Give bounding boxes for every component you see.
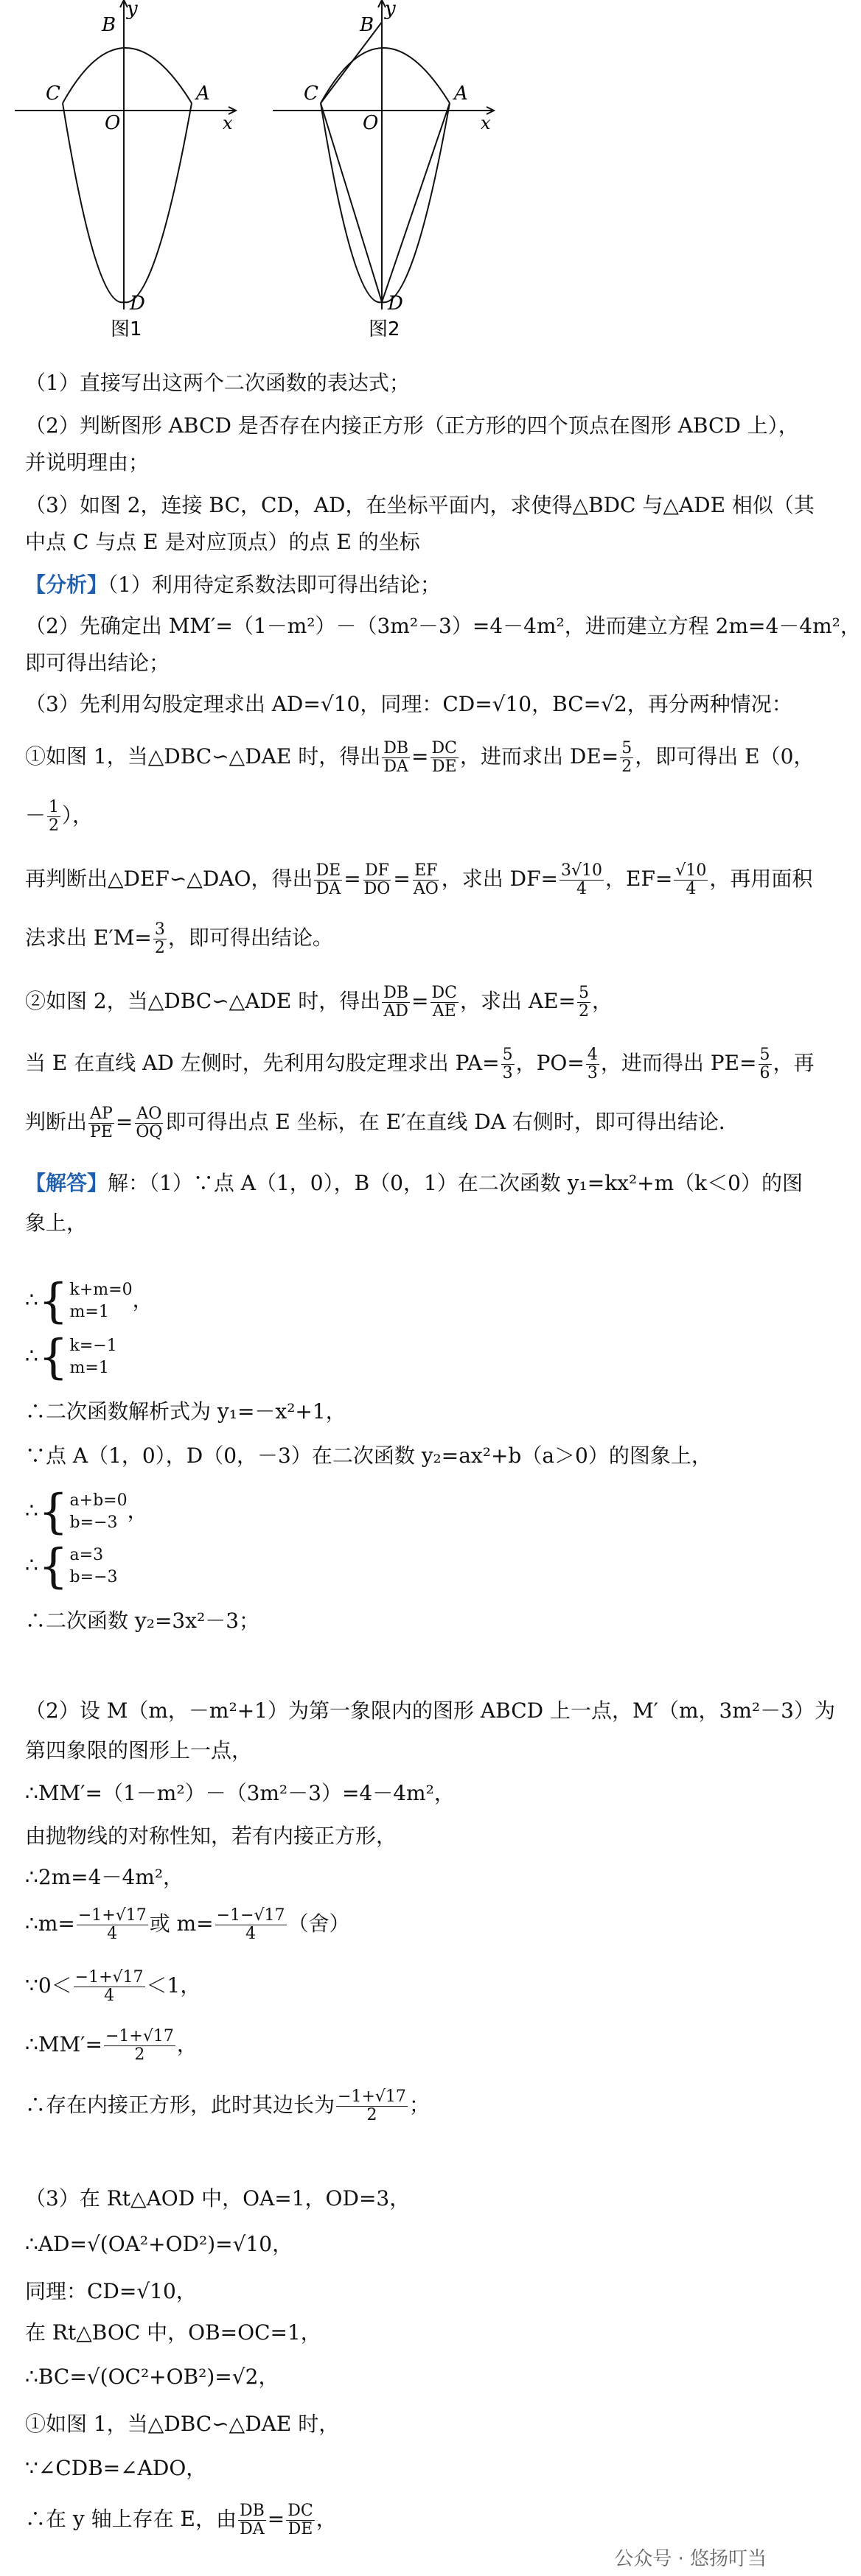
label-b: B	[102, 14, 116, 36]
label-d: D	[130, 293, 145, 315]
part2-4: 由抛物线的对称性知，若有内接正方形，	[25, 1824, 397, 1848]
label-b-2: B	[360, 14, 374, 36]
label-a: A	[196, 83, 210, 105]
part3-ad: ∴AD=√(OA²+OD²)=√10，	[25, 2232, 293, 2256]
label-o-2: O	[363, 112, 379, 134]
label-c-2: C	[304, 83, 318, 105]
analysis-2: （2）先确定出 MM′=（1－m²）－（3m²－3）=4－4m²，进而建立方程 2m=4－4m²，	[25, 614, 861, 638]
part2-5: ∴2m=4－4m²，	[25, 1865, 184, 1889]
question-2-cont: 并说明理由；	[25, 450, 150, 475]
label-x: x	[223, 113, 233, 133]
analysis-2-cont: 即可得出结论；	[25, 651, 170, 675]
part2-2: 第四象限的图形上一点，	[25, 1738, 253, 1763]
question-1: （1）直接写出这两个二次函数的表达式；	[25, 371, 410, 395]
answer-1-cont: 象上，	[25, 1211, 88, 1235]
analysis-1: 【分析】（1）利用待定系数法即可得出结论；	[25, 573, 441, 597]
part2-3: ∴MM′=（1－m²）－（3m²－3）=4－4m²，	[25, 1781, 455, 1805]
question-3: （3）如图 2，连接 BC，CD，AD，在坐标平面内，求使得△BDC 与△ADE 相似（其	[25, 493, 815, 517]
label-c: C	[46, 83, 60, 105]
analysis-left: 当 E 在直线 AD 左侧时，先利用勾股定理求出 PA= $\frac{5}{3}$ ，PO= $\frac{4}{3}$ ，进而得出 PE= $\frac{5}{6}$ ，再	[25, 1046, 815, 1082]
label-x-2: x	[481, 113, 491, 133]
answer-points: ∵点 A（1，0），D（0，－3）在二次函数 y₂=ax²+b（a＞0）的图象上，	[25, 1443, 712, 1468]
system-3: ∴ { a+b=0 b=−3 ，	[25, 1485, 148, 1539]
label-y: y	[127, 0, 138, 20]
analysis-case1: ①如图 1，当△DBC∽△DAE 时，得出 $\frac{DB}{DA}$ = $\frac{DC}{DE}$ ，进而求出 DE= $\frac{5}{2}$ ，即可得出 E（0，	[25, 739, 815, 776]
question-3-cont: 中点 C 与点 E 是对应顶点）的点 E 的坐标	[25, 530, 420, 554]
watermark: 公众号 · 悠扬叮当	[614, 2548, 767, 2570]
part3-case1: ①如图 1，当△DBC∽△DAE 时，	[25, 2412, 340, 2436]
analysis-3: （3）先利用勾股定理求出 AD=√10，同理：CD=√10，BC=√2，再分两种情况：	[25, 692, 792, 716]
answer-y1: ∴二次函数解析式为 y₁=－x²+1，	[25, 1399, 346, 1424]
part3-bc: ∴BC=√(OC²+OB²)=√2，	[25, 2365, 279, 2389]
system-4: ∴ { a=3 b=−3	[25, 1539, 118, 1594]
analysis-em: 法求出 E′M= $\frac{3}{2}$ ，即可得出结论。	[25, 920, 333, 957]
analysis-def: 再判断出△DEF∽△DAO，得出 $\frac{DE}{DA}$ = $\frac{DF}{DO}$ = $\frac{EF}{AO}$ ，求出 DF= $\frac{3√10}{4}$ ，EF= $\frac{√10}{4}$ ，再用面积	[25, 861, 813, 898]
figure-2	[273, 0, 516, 354]
part3-e: ∴在 y 轴上存在 E，由 $\frac{DB}{DA}$ = $\frac{DC}{DE}$ ，	[25, 2502, 337, 2538]
part2-mm: ∴MM′= $\frac{-1+√17}{2}$ ，	[25, 2027, 198, 2064]
analysis-tag: 【分析】	[25, 573, 108, 597]
part3-1: （3）在 Rt△AOD 中，OA=1，OD=3，	[25, 2186, 411, 2211]
part3-rt: 在 Rt△BOC 中，OB=OC=1，	[25, 2320, 321, 2345]
part2-m: ∴m= $\frac{-1+√17}{4}$ 或 m= $\frac{-1-√17}{4}$ （舍）	[25, 1906, 350, 1943]
part2-range: ∵0＜ $\frac{-1+√17}{4}$ ＜1，	[25, 1968, 201, 2005]
answer-tag: 【解答】	[25, 1171, 108, 1195]
system-2: ∴ { k=−1 m=1	[25, 1330, 117, 1385]
label-o: O	[105, 112, 121, 134]
part2-conclusion: ∴存在内接正方形，此时其边长为 $\frac{-1+√17}{2}$ ；	[25, 2087, 430, 2124]
part3-cd: 同理：CD=√10，	[25, 2279, 197, 2303]
label-y-2: y	[385, 0, 396, 20]
question-2: （2）判断图形 ABCD 是否存在内接正方形（正方形的四个顶点在图形 ABCD 上），	[25, 413, 799, 438]
figure-1	[15, 0, 251, 354]
analysis-case2: ②如图 2，当△DBC∽△ADE 时，得出 $\frac{DB}{AD}$ = $\frac{DC}{AE}$ ，求出 AE= $\frac{5}{2}$ ，	[25, 984, 613, 1021]
system-1: ∴ { k+m=0 m=1 ，	[25, 1274, 153, 1329]
figure-1-caption: 图1	[111, 318, 142, 340]
label-d-2: D	[388, 293, 403, 315]
label-a-2: A	[454, 83, 468, 105]
analysis-judge: 判断出 $\frac{AP}{PE}$ = $\frac{AO}{OQ}$ 即可得出点 E 坐标，在 E′在直线 DA 右侧时，即可得出结论．	[25, 1105, 739, 1141]
part2-1: （2）设 M（m，－m²+1）为第一象限内的图形 ABCD 上一点，M′（m，3m²－3）为	[25, 1698, 835, 1723]
part3-angle: ∵∠CDB=∠ADO，	[25, 2456, 207, 2480]
figure-2-caption: 图2	[369, 318, 400, 340]
answer-1: 【解答】解：（1）∵点 A（1，0），B（0，1）在二次函数 y₁=kx²+m（k＜0）的图	[25, 1171, 803, 1195]
answer-y2: ∴二次函数 y₂=3x²－3；	[25, 1609, 260, 1633]
analysis-case1-coord: － $\frac{1}{2}$ ），	[25, 798, 94, 835]
